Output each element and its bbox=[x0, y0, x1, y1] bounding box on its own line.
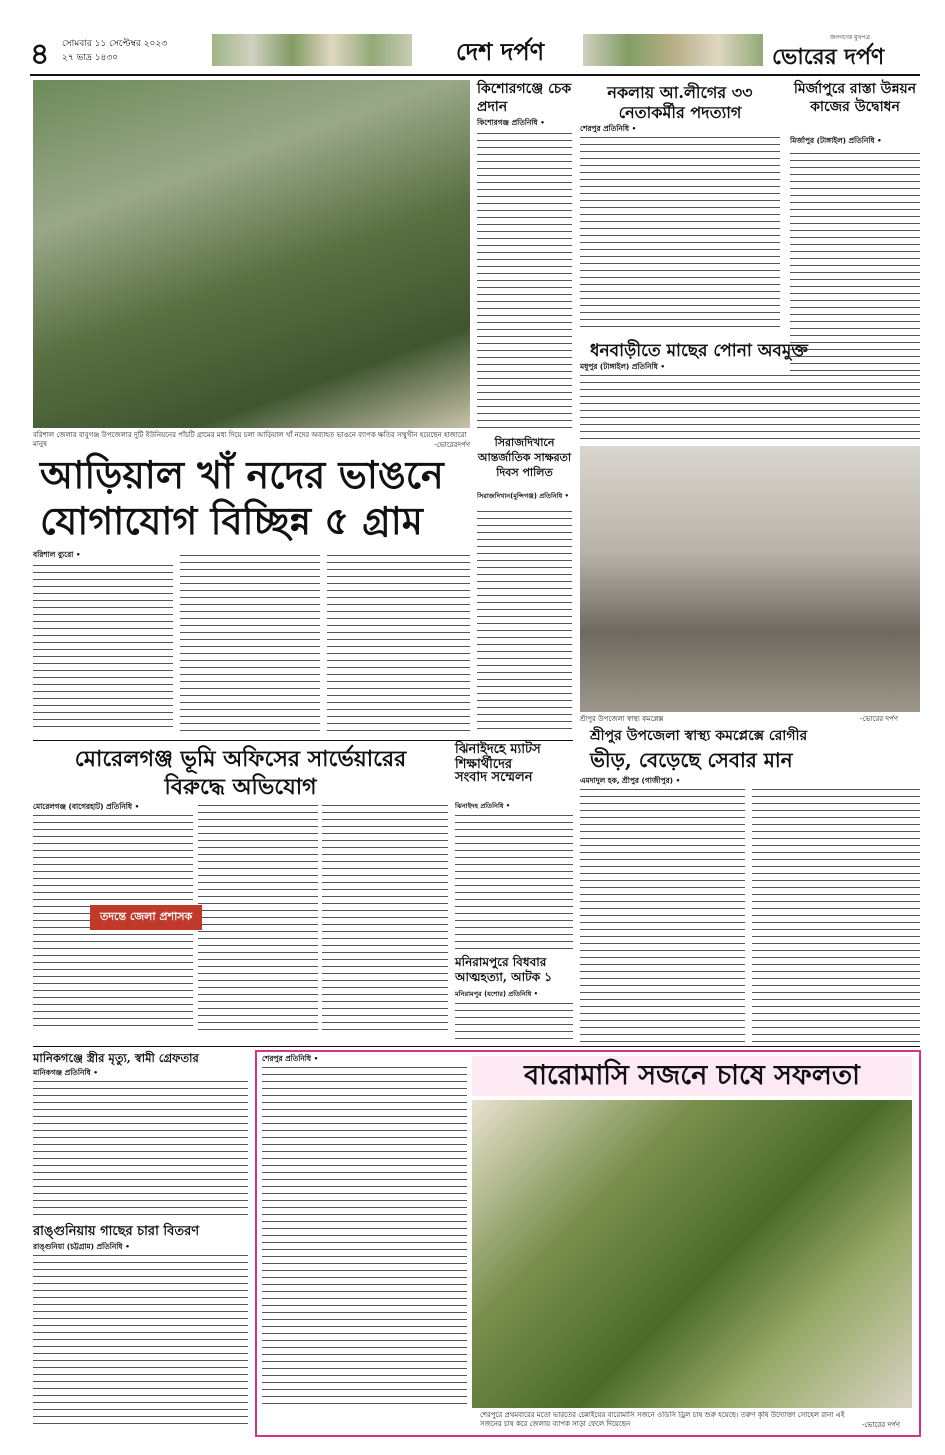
sajna-photo-caption: শেরপুরে প্রথমবারের মতো ভারতের চেন্নাইয়ের বারোমাসি সজনে ওডিসি ড্রিল চাষ শুরু হয়েছে। তরুণ কৃষি উদ্যোক্তা সোহেল রানা এই সজনের চাষ করে জেলায় ব্যাপক সাড়া ফেলে দিয়েছেন bbox=[480, 1411, 845, 1428]
page-number: ৪ bbox=[30, 37, 50, 72]
rangunia-byline: রাঙ্গুনিয়া (চট্টগ্রাম) প্রতিনিধি • bbox=[33, 1242, 130, 1251]
awami-byline: শেরপুর প্রতিনিধি • bbox=[580, 124, 637, 133]
sajna-byline: শেরপুর প্রতিনিধি • bbox=[262, 1054, 319, 1063]
dhanbari-headline: ধনবাড়ীতে মাছের পোনা অবমুক্ত bbox=[590, 341, 808, 361]
jhenaidah-body bbox=[455, 812, 573, 952]
sreepur-byline: এমদাদুল হক, শ্রীপুর (গাজীপুর) • bbox=[580, 776, 681, 785]
main-byline: বরিশাল ব্যুরো • bbox=[33, 550, 81, 559]
sreepur-body-col2 bbox=[752, 786, 920, 1044]
jhenaidah-headline-2: সংবাদ সম্মেলন bbox=[455, 770, 533, 785]
main-photo-caption: বরিশাল জেলার বাবুগঞ্জ উপজেলার দুটি ইউনিয়নের পাঁচটি গ্রামের মধ্য দিয়ে চলা আড়িয়াল খাঁ নদের অব্যাহত ভাঙনে ব্যাপক ক্ষতির সম্মুখীন হয়েছেন হাজারো মানুষ bbox=[33, 431, 467, 448]
morelganj-headline-2: বিরুদ্ধে অভিযোগ bbox=[164, 774, 317, 800]
photo-strip-icon-right bbox=[583, 34, 763, 66]
sajna-body-col1 bbox=[262, 1064, 467, 1408]
sajna-photo-credit: -ভোরের দর্পণ bbox=[862, 1421, 901, 1429]
date-line-2: ২৭ ভাদ্র ১৪৩০ bbox=[62, 53, 119, 63]
rangunia-body bbox=[33, 1252, 248, 1424]
rangunia-headline: রাঙ্গুনিয়ায় গাছের চারা বিতরণ bbox=[33, 1224, 200, 1239]
main-body-col2 bbox=[180, 552, 320, 732]
manikganj-headline: মানিকগঞ্জে স্ত্রীর মৃত্যু, স্বামী গ্রেফতার bbox=[33, 1051, 199, 1065]
jhenaidah-headline-1: ঝিনাইদহে ম্যাটস শিক্ষার্থীদের bbox=[455, 742, 541, 772]
main-headline-2: যোগাযোগ বিচ্ছিন্ন ৫ গ্রাম bbox=[40, 498, 423, 543]
section-title: দেশ দর্পণ bbox=[455, 37, 545, 66]
manikganj-byline: মানিকগঞ্জ প্রতিনিধি • bbox=[33, 1068, 98, 1077]
kishoreganj-body bbox=[477, 130, 572, 430]
health-complex-photo bbox=[580, 446, 920, 712]
morelganj-inset-tag: তদন্তে জেলা প্রশাসক bbox=[90, 905, 202, 930]
monirampur-headline: মনিরামপুরে বিধবার আত্মহত্যা, আটক ১ bbox=[455, 955, 553, 984]
awami-headline-2: নেতাকর্মীর পদত্যাগ bbox=[618, 103, 742, 122]
sajna-field-photo bbox=[472, 1100, 912, 1408]
dhanbari-body bbox=[580, 372, 920, 442]
main-body-col3 bbox=[327, 552, 470, 732]
morelganj-body-col3 bbox=[322, 802, 448, 1032]
jhenaidah-byline: ঝিনাইদহ প্রতিনিধি • bbox=[455, 802, 511, 810]
main-body-col1 bbox=[33, 562, 173, 732]
awami-body bbox=[580, 134, 780, 330]
sajna-headline-box bbox=[472, 1056, 912, 1096]
awami-headline-1: নকলায় আ.লীগের ৩৩ bbox=[607, 83, 753, 102]
masthead-logo: ভোরের দর্পণ bbox=[772, 44, 885, 70]
date-line-1: সোমবার ১১ সেপ্টেম্বর ২০২৩ bbox=[62, 39, 168, 49]
photo-strip-icon bbox=[212, 34, 412, 66]
monirampur-body bbox=[455, 1000, 573, 1044]
mid-rule bbox=[33, 740, 573, 741]
sirajdikhan-headline: সিরাজদিখানে আন্তর্জাতিক সাক্ষরতা দিবস পালিত bbox=[477, 436, 572, 479]
morelganj-byline: মোরেলগঞ্জ (বাগেরহাট) প্রতিনিধি • bbox=[33, 802, 140, 811]
kishoreganj-headline: কিশোরগঞ্জে চেক প্রদান bbox=[477, 81, 572, 115]
sirajdikhan-byline: সিরাজদিখান(মুন্সিগঞ্জ) প্রতিনিধি • bbox=[477, 492, 569, 500]
morelganj-body-col2 bbox=[198, 802, 318, 1032]
manikganj-body bbox=[33, 1078, 248, 1218]
dhanbari-byline: মধুপুর (টাঙ্গাইল) প্রতিনিধি • bbox=[580, 362, 666, 371]
main-headline-1: আড়িয়াল খাঁ নদের ভাঙনে bbox=[40, 452, 444, 497]
dhanbari-photo-caption: শ্রীপুর উপজেলা স্বাস্থ্য কমপ্লেক্স bbox=[580, 715, 664, 723]
dhanbari-photo-credit: -ভোরের দর্পণ bbox=[860, 715, 899, 723]
mirzapur-byline: মির্জাপুর (টাঙ্গাইল) প্রতিনিধি • bbox=[790, 136, 882, 145]
monirampur-byline: মনিরামপুর (যশোর) প্রতিনিধি • bbox=[455, 990, 538, 998]
tagline: জনগণের মুখপত্র bbox=[830, 34, 870, 41]
header-rule bbox=[30, 74, 920, 76]
page-header bbox=[30, 32, 920, 72]
sreepur-headline-2: ভীড়, বেড়েছে সেবার মান bbox=[590, 748, 793, 772]
sajna-headline: বারোমাসি সজনে চাষে সফলতা bbox=[524, 1060, 860, 1091]
river-erosion-photo bbox=[33, 80, 470, 428]
sreepur-body-col1 bbox=[580, 786, 745, 1044]
mirzapur-headline: মির্জাপুরে রাস্তা উন্নয়ন কাজের উদ্বোধন bbox=[793, 81, 917, 115]
lower-rule bbox=[33, 1046, 920, 1047]
sreepur-headline-1: শ্রীপুর উপজেলা স্বাস্থ্য কমপ্লেক্সে রোগীর bbox=[590, 728, 808, 744]
main-photo-credit: -ভোরেরদর্পণ bbox=[434, 441, 470, 449]
kishoreganj-byline: কিশোরগঞ্জ প্রতিনিধি • bbox=[477, 118, 545, 127]
sirajdikhan-box bbox=[477, 435, 572, 480]
sirajdikhan-body bbox=[477, 508, 572, 733]
morelganj-headline-1: মোরেলগঞ্জ ভূমি অফিসের সার্ভেয়ারের bbox=[74, 746, 407, 772]
